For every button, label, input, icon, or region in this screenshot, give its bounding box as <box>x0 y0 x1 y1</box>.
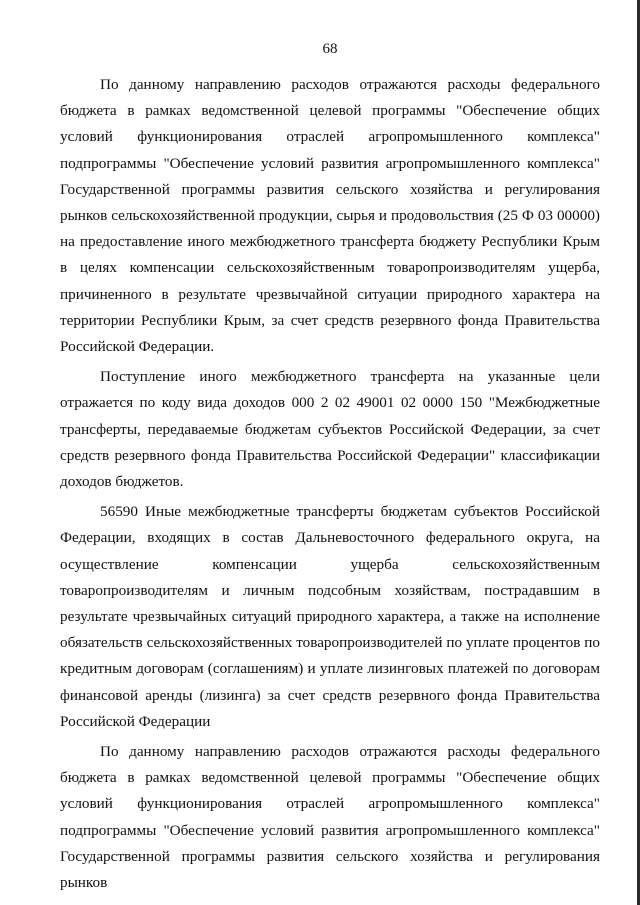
paragraph-56590-heading: 56590 Иные межбюджетные трансферты бюджетам субъектов Российской Федерации, входящих в состав Дальневосточного федерального округа, на осуществление компенсации ущерба сельскохозяйственным товаропроизводителям и личным подсобным хозяйствам, пострадавшим в результате чрезвычайных ситуаций природного характера, а также на исполнение обязательств сельскохозяйственных товаропроизводителей по уплате процентов по кредитным договорам (соглашениям) и уплате лизинговых платежей по договорам финансовой аренды (лизинга) за счет средств резервного фонда Правительства Российской Федерации <box>60 503 600 730</box>
paragraph-expense-crimea: По данному направлению расходов отражаются расходы федерального бюджета в рамках ведомственной целевой программы "Обеспечение общих условий функционирования отраслей агропромышленного комплекса" подпрограммы "Обеспечение условий развития агропромышленного комплекса" Государственной программы развития сельского хозяйства и регулирования рынков сельскохозяйственной продукции, сырья и продовольствия (25 Ф 03 00000) на предоставление иного межбюджетного трансферта бюджету Республики Крым в целях компенсации сельскохозяйственным товаропроизводителям ущерба, причиненного в результате чрезвычайной ситуации природного характера на территории Республики Крым, за счет средств резервного фонда Правительства Российской Федерации. <box>60 76 600 356</box>
paragraph-expense-far-east: По данному направлению расходов отражаются расходы федерального бюджета в рамках ведомственной целевой программы "Обеспечение общих условий функционирования отраслей агропромышленного комплекса" подпрограммы "Обеспечение условий развития агропромышленного комплекса" Государственной программы развития сельского хозяйства и регулирования рынков <box>60 743 600 892</box>
paragraph-revenue-code: Поступление иного межбюджетного трансферта на указанные цели отражается по коду вида доходов 000 2 02 49001 02 0000 150 "Межбюджетные трансферты, передаваемые бюджетам субъектов Российской Федерации, за счет средств резервного фонда Правительства Российской Федерации" классификации доходов бюджетов. <box>60 368 600 491</box>
page-number: 68 <box>322 41 338 57</box>
